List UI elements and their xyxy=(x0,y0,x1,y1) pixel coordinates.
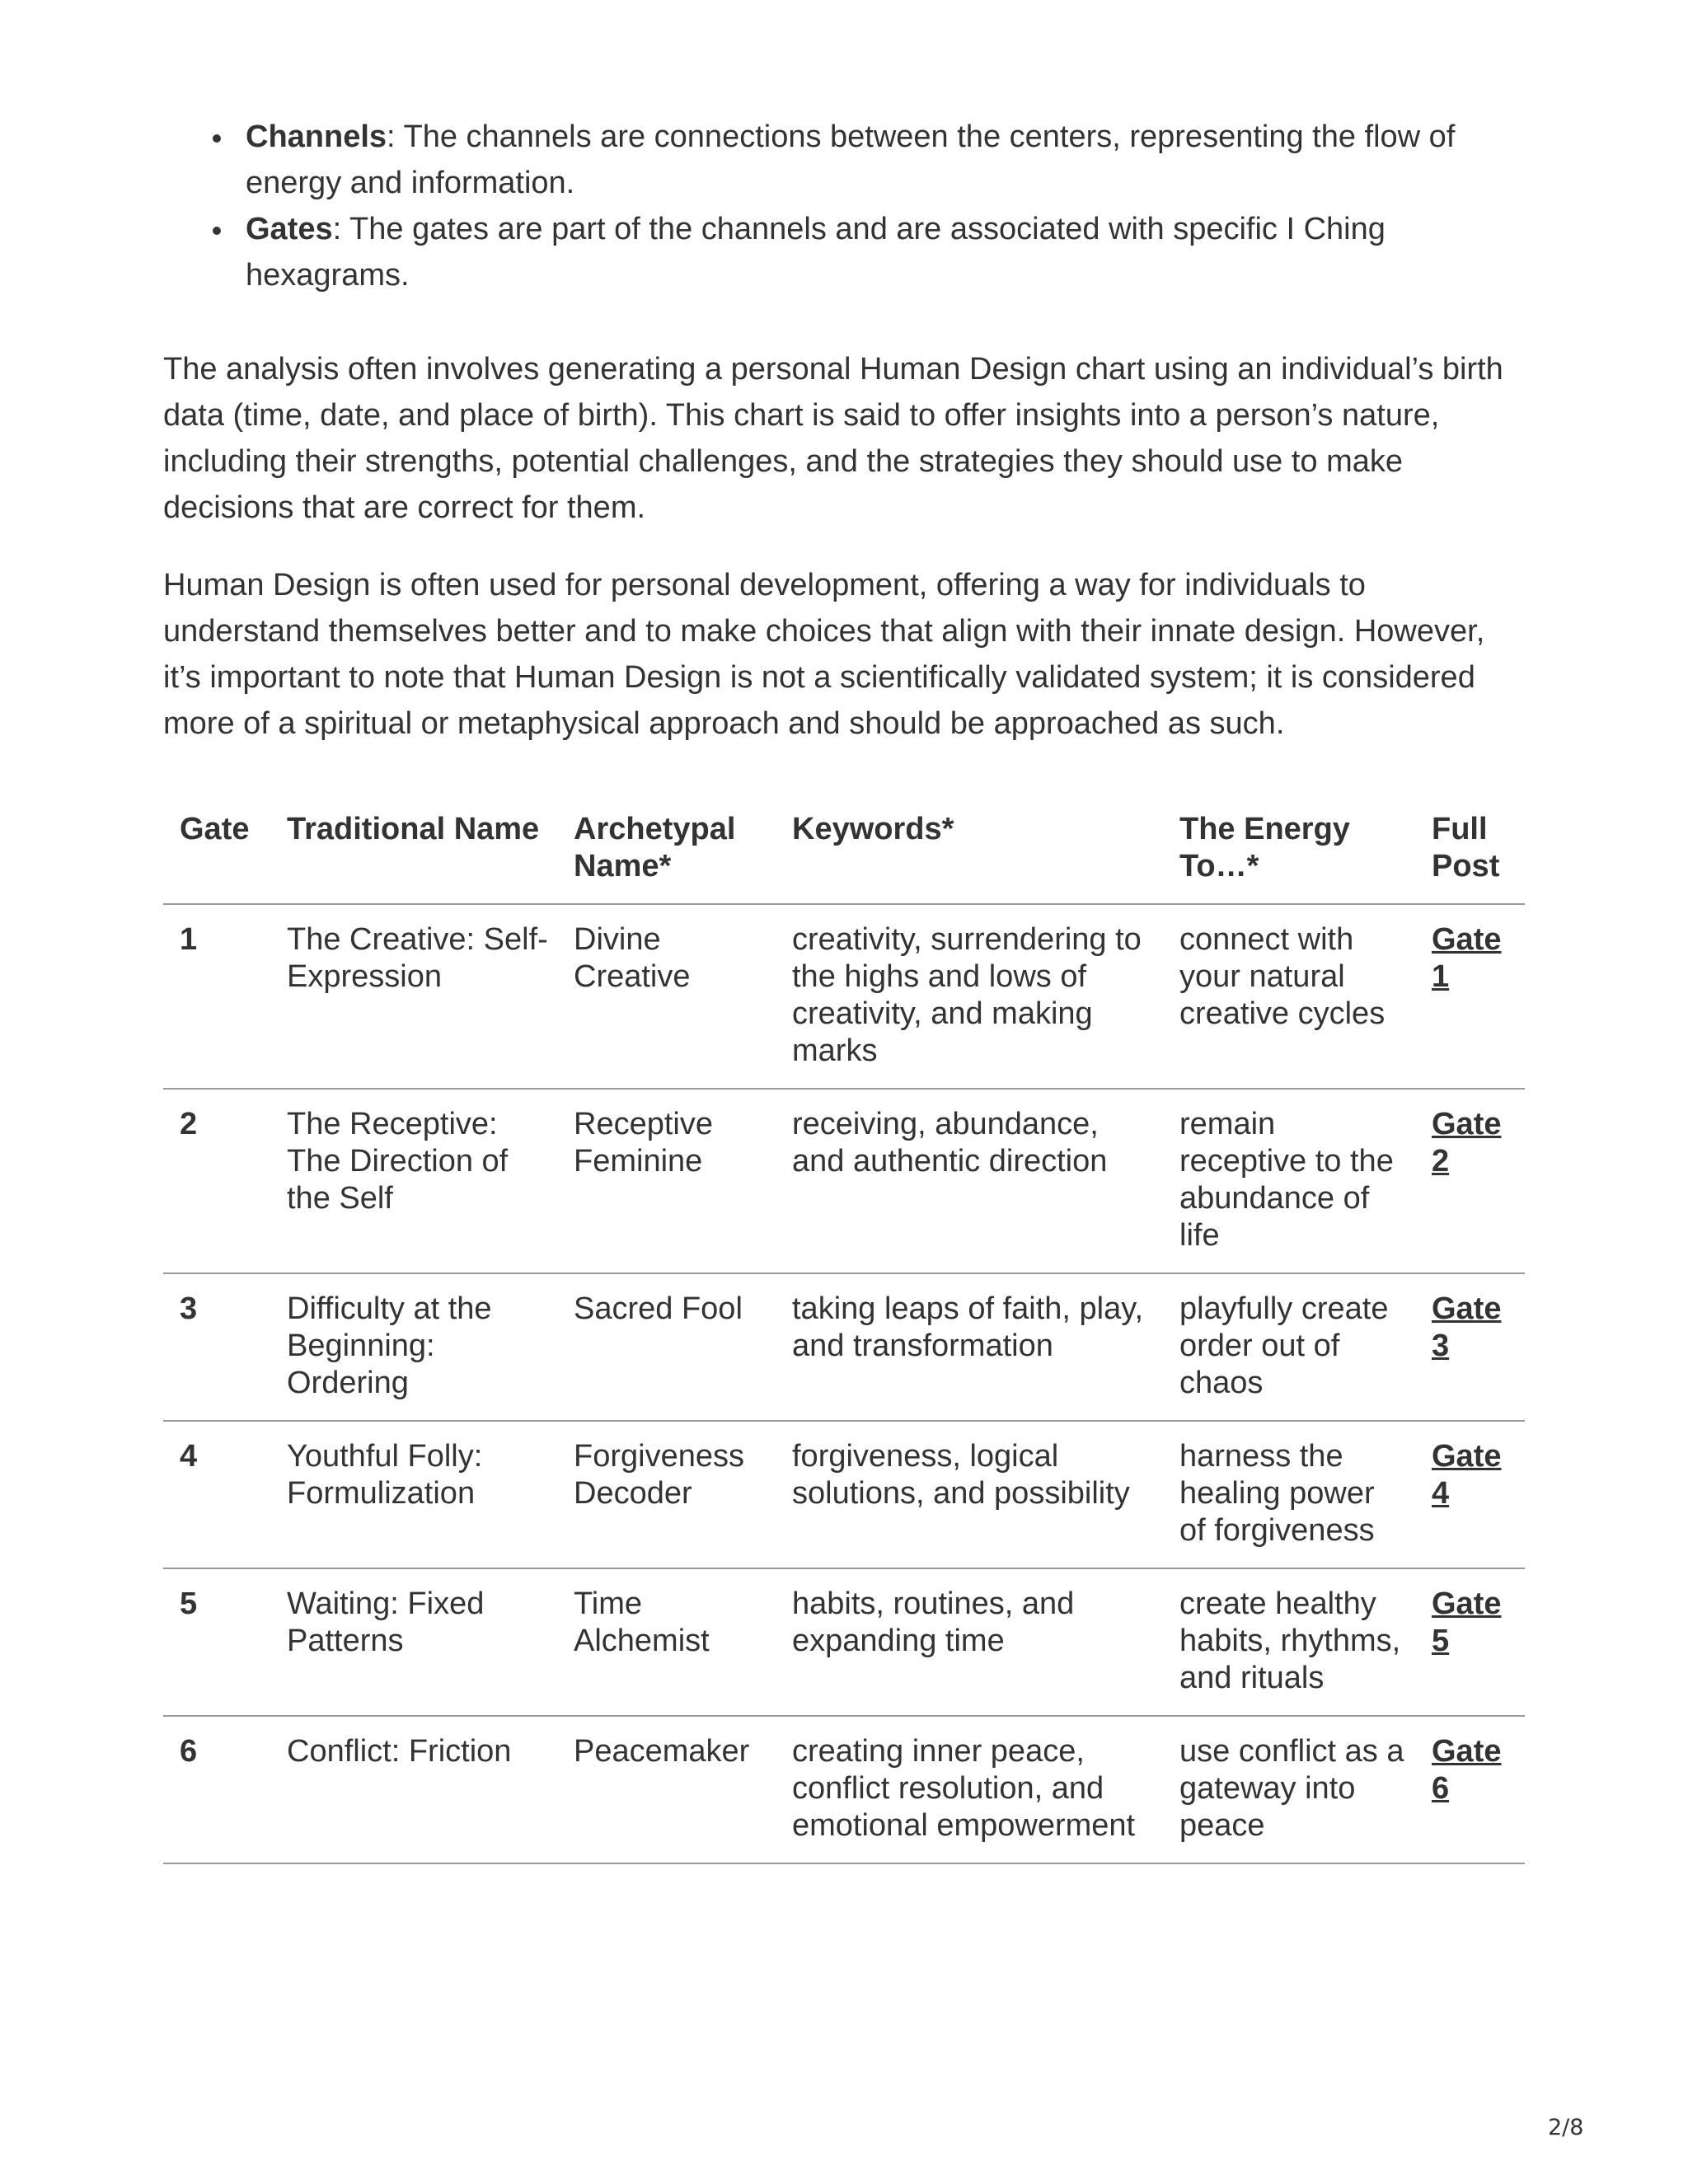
cell-archetypal-name: Forgiveness Decoder xyxy=(557,1421,776,1568)
header-keywords: Keywords* xyxy=(776,811,1163,904)
cell-energy: remain receptive to the abundance of life xyxy=(1163,1089,1415,1273)
bullet-term: Channels xyxy=(246,120,387,154)
cell-gate: 3 xyxy=(163,1273,270,1421)
header-gate: Gate xyxy=(163,811,270,904)
cell-archetypal-name: Receptive Feminine xyxy=(557,1089,776,1273)
cell-keywords: habits, routines, and expanding time xyxy=(776,1568,1163,1716)
gate-5-link[interactable]: Gate 5 xyxy=(1432,1586,1502,1658)
cell-keywords: creating inner peace, conflict resolution, and emotional empowerment xyxy=(776,1716,1163,1863)
cell-full-post xyxy=(1415,1089,1525,1273)
cell-gate: 1 xyxy=(163,904,270,1089)
header-energy: The Energy To…* xyxy=(1163,811,1415,904)
cell-full-post xyxy=(1415,1273,1525,1421)
table-header-row xyxy=(163,811,1525,904)
table-row xyxy=(163,1716,1525,1863)
header-traditional-name: Traditional Name xyxy=(270,811,557,904)
paragraph-development: Human Design is often used for personal development, offering a way for individuals to understand themselves better and to make choices that align with their innate design. However, it’s important to note that Human Design is not a scientifically validated system; it is considered more of a spiritual or metaphysical approach and should be approached as such. xyxy=(163,568,1485,741)
cell-energy: harness the healing power of forgiveness xyxy=(1163,1421,1415,1568)
cell-gate: 6 xyxy=(163,1716,270,1863)
cell-energy: use conflict as a gateway into peace xyxy=(1163,1716,1415,1863)
gate-2-link[interactable]: Gate 2 xyxy=(1432,1107,1502,1179)
cell-energy: create healthy habits, rhythms, and rituals xyxy=(1163,1568,1415,1716)
bullet-list xyxy=(163,114,1525,298)
bullet-item-gates xyxy=(246,206,1525,298)
bullet-term: Gates xyxy=(246,212,333,246)
table-row xyxy=(163,1568,1525,1716)
gate-4-link[interactable]: Gate 4 xyxy=(1432,1439,1502,1511)
cell-traditional-name: The Creative: Self- Expression xyxy=(270,904,557,1089)
table-row xyxy=(163,1273,1525,1421)
table-row xyxy=(163,1089,1525,1273)
cell-traditional-name: Difficulty at the Beginning: Ordering xyxy=(270,1273,557,1421)
gate-3-link[interactable]: Gate 3 xyxy=(1432,1291,1502,1363)
cell-keywords: receiving, abundance, and authentic direction xyxy=(776,1089,1163,1273)
gate-6-link[interactable]: Gate 6 xyxy=(1432,1734,1502,1806)
document-body xyxy=(163,114,1525,1864)
cell-gate: 2 xyxy=(163,1089,270,1273)
cell-traditional-name: Conflict: Friction xyxy=(270,1716,557,1863)
cell-traditional-name: The Receptive: The Direction of the Self xyxy=(270,1089,557,1273)
table-row xyxy=(163,904,1525,1089)
table-row xyxy=(163,1421,1525,1568)
gates-table xyxy=(163,811,1525,1864)
cell-full-post xyxy=(1415,904,1525,1089)
page-number: 2/8 xyxy=(1548,2115,1584,2140)
bullet-text: : The gates are part of the channels and are associated with specific I Ching hexagrams. xyxy=(246,212,1386,293)
cell-traditional-name: Youthful Folly: Formulization xyxy=(270,1421,557,1568)
cell-archetypal-name: Sacred Fool xyxy=(557,1273,776,1421)
paragraph-analysis: The analysis often involves generating a personal Human Design chart using an individual’s birth data (time, date, and place of birth). This chart is said to offer insights into a person’s nature, including their strengths, potential challenges, and the strategies they should use to make decisions that are correct for them. xyxy=(163,352,1503,525)
cell-archetypal-name: Divine Creative xyxy=(557,904,776,1089)
cell-full-post xyxy=(1415,1568,1525,1716)
cell-keywords: taking leaps of faith, play, and transformation xyxy=(776,1273,1163,1421)
cell-gate: 5 xyxy=(163,1568,270,1716)
bullet-text: : The channels are connections between the centers, representing the flow of energy and information. xyxy=(246,120,1456,200)
cell-full-post xyxy=(1415,1716,1525,1863)
bullet-item-channels xyxy=(246,114,1525,206)
cell-archetypal-name: Time Alchemist xyxy=(557,1568,776,1716)
cell-archetypal-name: Peacemaker xyxy=(557,1716,776,1863)
cell-keywords: forgiveness, logical solutions, and possibility xyxy=(776,1421,1163,1568)
cell-keywords: creativity, surrendering to the highs and lows of creativity, and making marks xyxy=(776,904,1163,1089)
cell-traditional-name: Waiting: Fixed Patterns xyxy=(270,1568,557,1716)
header-archetypal-name: Archetypal Name* xyxy=(557,811,776,904)
cell-gate: 4 xyxy=(163,1421,270,1568)
cell-full-post xyxy=(1415,1421,1525,1568)
gate-1-link[interactable]: Gate 1 xyxy=(1432,922,1502,994)
cell-energy: connect with your natural creative cycles xyxy=(1163,904,1415,1089)
header-full-post: Full Post xyxy=(1415,811,1525,904)
cell-energy: playfully create order out of chaos xyxy=(1163,1273,1415,1421)
